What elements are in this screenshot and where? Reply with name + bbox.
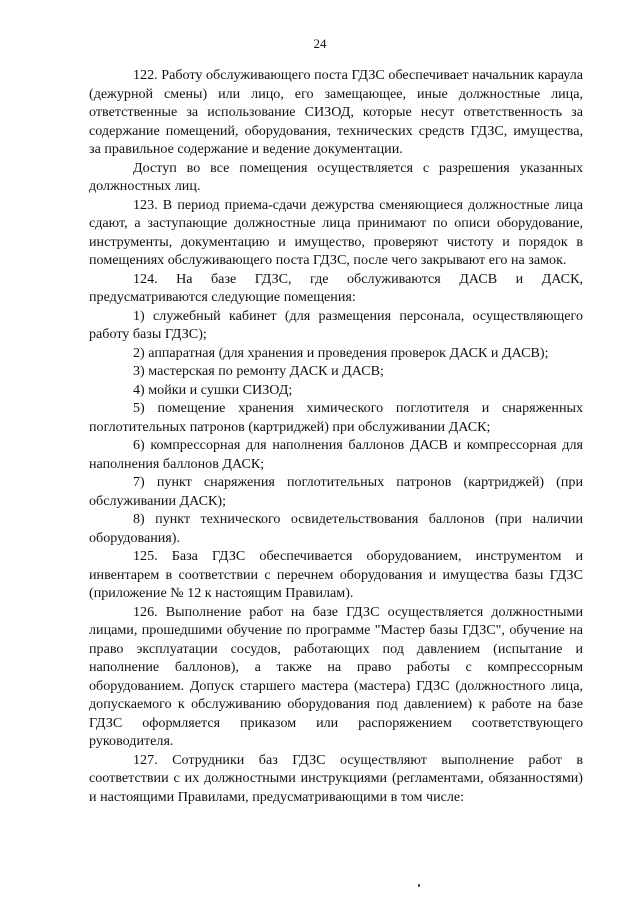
list-item-1: 1) служебный кабинет (для размещения персонала, осуществляющего работу базы ГДЗС); xyxy=(89,307,583,342)
paragraph-access: Доступ во все помещения осуществляется с разрешения указанных должностных лиц. xyxy=(89,159,583,194)
list-item-6: 6) компрессорная для наполнения баллонов ДАСВ и компрессорная для наполнения баллонов ДАСК; xyxy=(89,437,583,472)
list-item-3: 3) мастерская по ремонту ДАСК и ДАСВ; xyxy=(133,363,384,379)
paragraph-127: 127. Сотрудники баз ГДЗС осуществляют выполнение работ в соответствии с их должностными инструкциями (регламентами, обязанностями) и настоящими Правилами, предусматривающими в том числе: xyxy=(89,751,583,805)
list-item-2: 2) аппаратная (для хранения и проведения проверок ДАСК и ДАСВ); xyxy=(133,344,549,361)
list-item-8: 8) пункт технического освидетельствования баллонов (при наличии оборудования). xyxy=(89,511,583,546)
scan-speck xyxy=(418,884,420,887)
list-item-5: 5) помещение хранения химического поглотителя и снаряженных поглотительных патронов (картриджей) при обслуживании ДАСК; xyxy=(89,400,583,435)
paragraph-126: 126. Выполнение работ на базе ГДЗС осуществляется должностными лицами, прошедшими обучение по программе "Мастер базы ГДЗС", обучение на право эксплуатации сосудов, работающих под давлением (испытание и наполнение баллонов), а также на право работы с компрессорным оборудованием. Допуск старшего мастера (мастера) ГДЗС (должностного лица, допускаемого к обслуживанию оборудования под давлением) к работе на базе ГДЗС оформляется приказом или распоряжением соответствующего руководителя. xyxy=(89,603,583,749)
paragraph-122: 122. Работу обслуживающего поста ГДЗС обеспечивает начальник караула (дежурной смены) или лицо, его замещающее, иные должностные лица, ответственные за использование СИЗОД, которые несут ответственность за содержание помещений, оборудования, технических средств ГДЗС, имущества, за правильное содержание и ведение документации. xyxy=(89,67,583,157)
document-body xyxy=(89,66,583,806)
paragraph-123: 123. В период приема-сдачи дежурства сменяющиеся должностные лица сдают, а заступающие должностные лица принимают по описи оборудование, инструменты, документацию и имущество, проверяют чистоту и порядок в помещениях обслуживающего поста ГДЗС, после чего закрывают его на замок. xyxy=(89,196,583,268)
page-number: 24 xyxy=(313,36,327,51)
paragraph-125: 125. База ГДЗС обеспечивается оборудованием, инструментом и инвентарем в соответствии с перечнем оборудования и имущества базы ГДЗС (приложение № 12 к настоящим Правилам). xyxy=(89,548,583,601)
list-item-7: 7) пункт снаряжения поглотительных патронов (картриджей) (при обслуживании ДАСК); xyxy=(89,474,583,509)
paragraph-124: 124. На базе ГДЗС, где обслуживаются ДАСВ и ДАСК, предусматриваются следующие помещения: xyxy=(89,270,583,305)
list-item-4: 4) мойки и сушки СИЗОД; xyxy=(133,381,293,398)
